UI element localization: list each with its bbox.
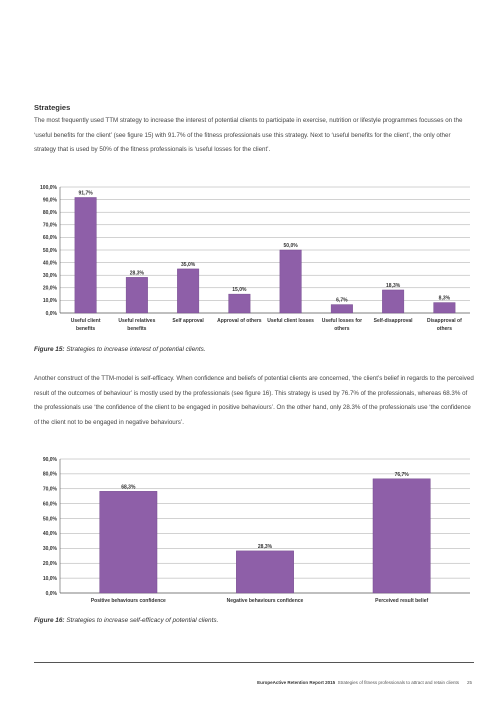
fig15-category-label: Useful client xyxy=(70,318,101,324)
fig15-ytick-label: 20,0% xyxy=(42,285,57,292)
figure-15-bar-chart xyxy=(0,180,502,345)
fig16-data-label: 76,7% xyxy=(394,471,409,478)
fig16-ytick-label: 0,0% xyxy=(45,590,57,597)
figure-16-caption xyxy=(34,617,218,624)
fig15-category-label: benefits xyxy=(127,326,147,332)
fig15-bar xyxy=(382,290,404,313)
fig15-ytick-label: 0,0% xyxy=(45,310,57,317)
fig15-data-label: 91,7% xyxy=(78,190,93,197)
section-heading: Strategies xyxy=(34,103,71,112)
fig16-data-label: 28,3% xyxy=(257,543,273,550)
fig15-ytick-label: 40,0% xyxy=(42,260,57,267)
fig15-bar xyxy=(280,250,302,313)
fig16-ytick-label: 20,0% xyxy=(42,561,57,568)
fig15-ytick-label: 90,0% xyxy=(42,197,57,204)
fig15-ytick-label: 70,0% xyxy=(42,222,57,229)
fig16-ytick-label: 50,0% xyxy=(42,516,57,523)
fig16-ytick-label: 70,0% xyxy=(42,486,57,493)
fig15-data-label: 6,7% xyxy=(336,297,348,304)
fig15-category-label: benefits xyxy=(76,326,96,332)
fig16-category-label: Perceived result belief xyxy=(375,598,429,604)
fig15-category-label: others xyxy=(334,326,350,332)
fig15-category-label: Approval of others xyxy=(217,318,262,324)
fig15-data-label: 15,0% xyxy=(232,287,247,294)
fig15-ytick-label: 80,0% xyxy=(42,210,57,216)
fig15-category-label: Disapproval of xyxy=(427,318,462,324)
fig15-data-label: 50,0% xyxy=(283,243,298,249)
fig15-bar xyxy=(331,305,353,313)
fig16-data-label: 68,3% xyxy=(121,484,136,491)
fig15-data-label: 8,3% xyxy=(438,295,451,302)
figure-15-caption-text: Strategies to increase interest of potential clients. xyxy=(64,346,206,353)
fig16-ytick-label: 60,0% xyxy=(42,501,57,508)
fig15-category-label: Useful losses for xyxy=(321,318,363,324)
footer-subtitle: Strategies of fitness professionals to attract and retain clients xyxy=(337,680,459,685)
paragraph-self-efficacy: Another construct of the TTM-model is self-efficacy. When confidence and beliefs of potential clients are concerned, ‘the client’s belief in regards to the perceived result of the outcomes of behaviour’ is mostly used by the professionals (see figure 16). This strategy is used by 76.7% of the professionals, whereas 68.3% of the professionals use ‘the confidence of the client to be engaged in positive behaviours’. On the other hand, only 28.3% of the professionals use ‘the confidence of the client not to be engaged in negative behaviours’. xyxy=(34,375,474,426)
figure-15-caption xyxy=(34,346,206,353)
fig15-bar xyxy=(177,269,199,313)
figure-16-label: Figure 16: xyxy=(34,617,65,624)
fig15-ytick-label: 50,0% xyxy=(42,247,57,254)
fig15-bar xyxy=(434,303,456,313)
fig15-category-label: others xyxy=(436,326,453,332)
paragraph-interest: The most frequently used TTM strategy to increase the interest of potential clients to participate in exercise, nutrition or lifestyle programmes focusses on the ‘useful benefits for the client’ (see figure 15) with 91.7% of the fitness professionals use this strategy. Next to ‘useful benefits for the client’, the only other strategy that is used by 50% of the fitness professionals is ‘useful losses for the client’. xyxy=(34,117,463,153)
fig16-bar xyxy=(100,491,157,593)
fig15-ytick-label: 100,0% xyxy=(40,184,57,191)
fig15-bar xyxy=(229,294,251,313)
fig16-ytick-label: 30,0% xyxy=(42,546,57,553)
fig15-ytick-label: 60,0% xyxy=(42,235,57,242)
figure-15-label: Figure 15: xyxy=(34,346,65,353)
fig16-ytick-label: 80,0% xyxy=(42,471,57,478)
footer-report-title: EuropeActive Retention Report 2015 xyxy=(257,680,336,685)
fig15-category-label: Useful client losses xyxy=(267,318,314,324)
figure-16-bar-chart xyxy=(0,452,502,612)
fig16-bar xyxy=(373,479,430,593)
fig16-ytick-label: 10,0% xyxy=(42,575,57,582)
fig16-ytick-label: 90,0% xyxy=(42,456,57,463)
page-number: 25 xyxy=(466,680,472,685)
fig15-bar xyxy=(126,277,148,313)
fig15-category-label: Useful relatives xyxy=(118,318,156,324)
page-footer xyxy=(257,680,472,685)
fig15-data-label: 35,0% xyxy=(181,261,196,268)
fig15-category-label: Self approval xyxy=(172,318,204,324)
figure-16-caption-text: Strategies to increase self-efficacy of potential clients. xyxy=(64,617,219,624)
fig15-bar xyxy=(75,197,97,313)
fig15-data-label: 28,3% xyxy=(129,270,144,277)
fig16-ytick-label: 40,0% xyxy=(42,531,57,538)
fig15-ytick-label: 10,0% xyxy=(42,298,57,305)
fig16-category-label: Negative behaviours confidence xyxy=(226,598,304,604)
fig16-bar xyxy=(236,551,293,593)
fig15-ytick-label: 30,0% xyxy=(42,273,57,279)
fig16-category-label: Positive behaviours confidence xyxy=(90,598,166,604)
fig15-category-label: Self-disapproval xyxy=(373,318,413,324)
footer-divider xyxy=(34,662,474,663)
fig15-data-label: 18,3% xyxy=(386,282,401,289)
